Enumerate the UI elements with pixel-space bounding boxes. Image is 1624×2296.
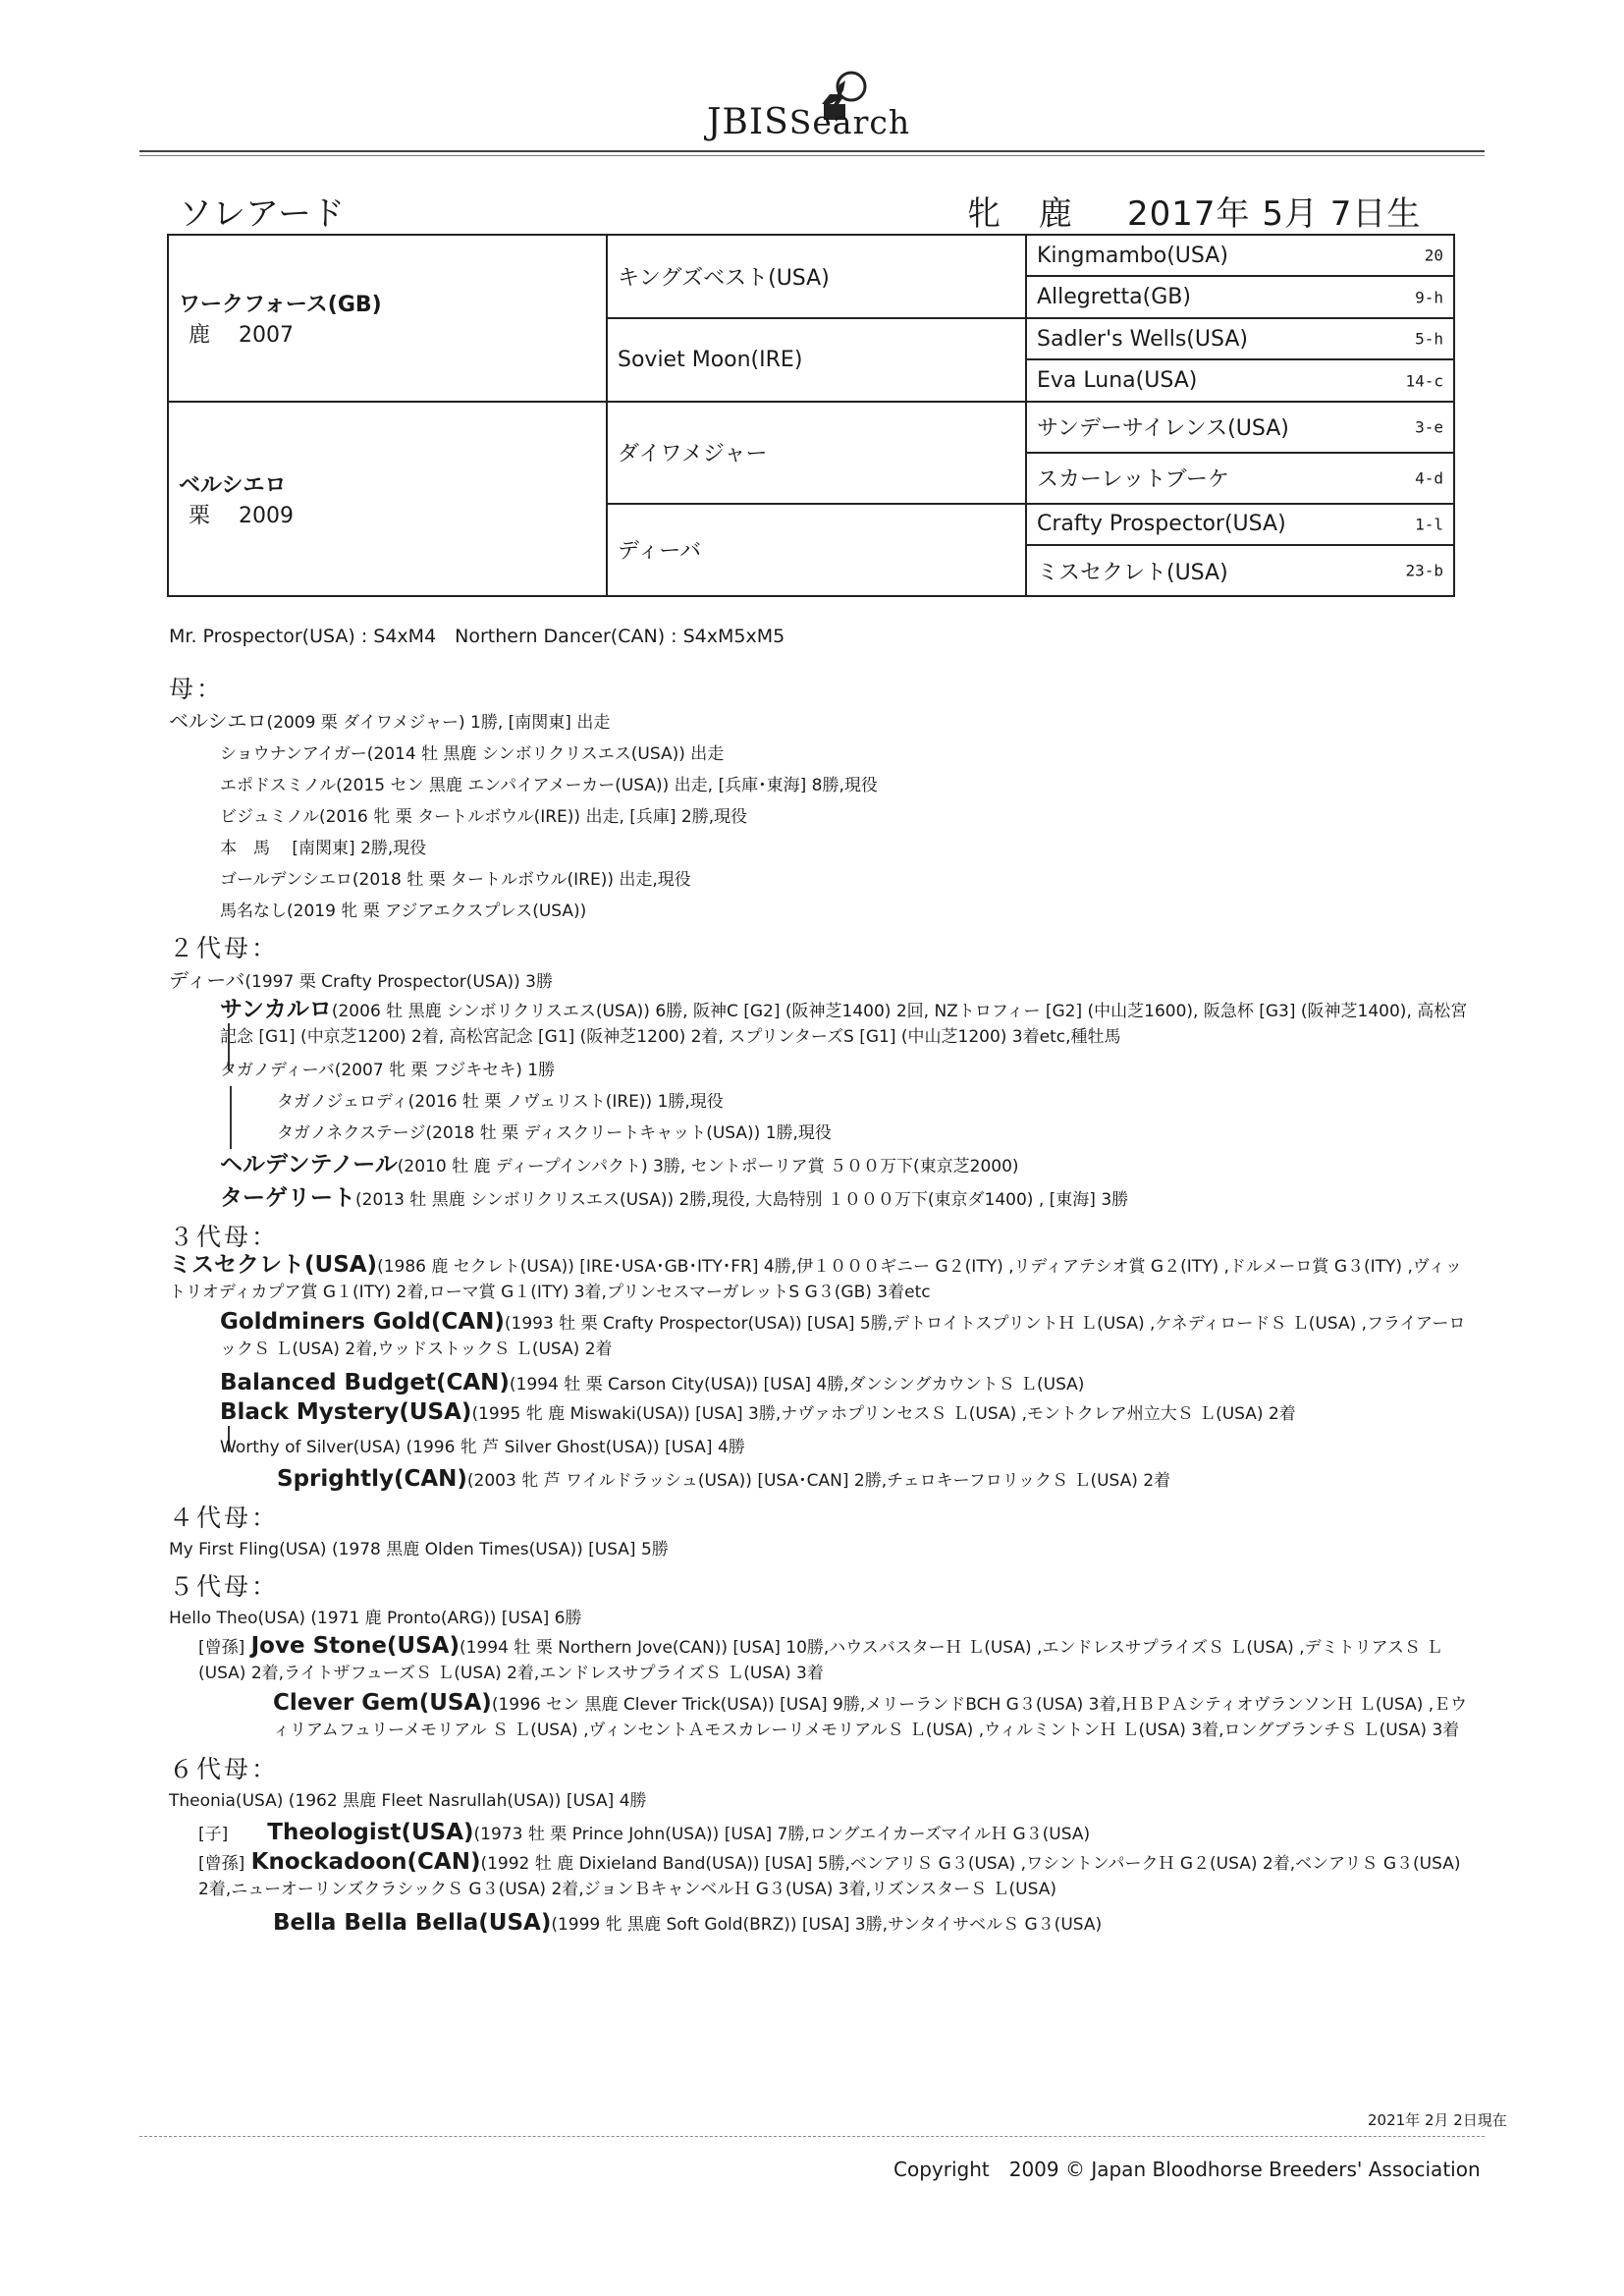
horse-name: ソレアード xyxy=(179,194,345,234)
section-fourth-dam: ４代母： xyxy=(169,1503,280,1532)
jbis-logo xyxy=(707,65,943,153)
grand-progeny-entry[interactable] xyxy=(169,1463,1475,1497)
g3-name: ミスセクレト(USA) xyxy=(1037,560,1228,585)
sixth-dam-entry[interactable]: Theonia(USA) (1962 黒鹿 Fleet Nasrullah(USA)) [USA] 4勝 xyxy=(169,1791,647,1811)
progeny-info: (2006 牡 黒鹿 シンボリクリスエス(USA)) 6勝, 阪神C [G2] (阪神芝1400) 2回, NZトロフィー [G2] (中山芝1600), 阪急杯 [G3] (阪神芝1400), 高松宮記念 [G1] (中京芝1200) 2着, 高松宮記念 [G1] (阪神芝1200) 2着, スプリンターズS [G1] (中山芝1200) 3着etc,種牡馬 xyxy=(220,1002,1468,1047)
family-number: 20 xyxy=(1424,246,1443,265)
progeny-entry[interactable] xyxy=(169,1182,1475,1216)
progeny-info: (1995 牝 鹿 Miswaki(USA)) [USA] 3勝,ナヴァホプリンセスＳ Ｌ(USA) ,モントクレア州立大Ｓ Ｌ(USA) 2着 xyxy=(471,1404,1296,1424)
section-dam: 母： xyxy=(169,675,225,703)
header-divider xyxy=(139,150,1485,152)
family-number: 9-h xyxy=(1415,288,1443,307)
pedigree-dam[interactable] xyxy=(168,402,607,596)
pedigree-dam-sire[interactable]: ダイワメジャー xyxy=(607,402,1026,504)
progeny-info: (2013 牡 黒鹿 シンボリクリスエス(USA)) 2勝,現役, 大島特別 １０００万下(東京ダ1400) , [東海] 3勝 xyxy=(355,1190,1129,1210)
footer-divider xyxy=(139,2136,1485,2137)
family-number: 14-c xyxy=(1405,371,1443,391)
horse-sex-color: 牝 鹿 xyxy=(967,194,1086,234)
progeny-info: (1996 セン 黒鹿 Clever Trick(USA)) [USA] 9勝,メリーランドBCH G３(USA) 3着,ＨＢＰＡシティオヴランソンＨ Ｌ(USA) ,Ｅウィリアムフュリーメモリアル Ｓ Ｌ(USA) ,ヴィンセントＡモスカレーリメモリアルＳ Ｌ(USA) ,ウィルミントンＨ Ｌ(USA) 3着,ロングブランチＳ Ｌ(USA) 3着 xyxy=(273,1695,1468,1740)
progeny-info: (1999 牝 黒鹿 Soft Gold(BRZ)) [USA] 3勝,サンタイサベルＳ G３(USA) xyxy=(551,1915,1103,1935)
family-number: 23-b xyxy=(1405,561,1443,580)
progeny-info: (1992 牡 鹿 Dixieland Band(USA)) [USA] 5勝,ベンアリＳ G３(USA) ,ワシントンパークＨ G２(USA) 2着,ベンアリＳ G３(USA) 2着,ニューオーリンズクラシックＳ G３(USA) 2着,ジョンＢキャンベルＨ G３(USA) 3着,リズンスターＳ Ｌ(USA) xyxy=(198,1854,1461,1899)
pedigree-g3-cell[interactable] xyxy=(1026,504,1454,545)
dam-name: ベルシエロ xyxy=(179,472,287,498)
third-dam-info: (1986 鹿 セクレト(USA)) [IRE･USA･GB･ITY･FR] 4勝,伊１０００ギニー G２(ITY) ,リディアテシオ賞 G２(ITY) ,ドルメーロ賞 G３(ITY) ,ヴィットリオディカプア賞 G１(ITY) 2着,ローマ賞 G１(ITY) 3着,プリンセスマーガレットS G３(GB) 3着etc xyxy=(169,1257,1462,1302)
descendant-entry[interactable] xyxy=(169,1850,1475,1907)
g3-name: Allegretta(GB) xyxy=(1037,285,1191,310)
progeny-entry[interactable] xyxy=(169,998,1475,1055)
foal-entry[interactable]: 馬名なし(2019 牝 栗 アジアエクスプレス(USA)) xyxy=(220,902,587,921)
inbreeding-summary: Mr. Prospector(USA) : S4xM4 Northern Dancer(CAN) : S4xM5xM5 xyxy=(169,626,785,647)
pedigree-sire-sire[interactable]: キングズベスト(USA) xyxy=(607,235,1026,318)
section-fifth-dam: ５代母： xyxy=(169,1572,280,1601)
pedigree-g3-cell[interactable] xyxy=(1026,276,1454,317)
g3-name: Eva Luna(USA) xyxy=(1037,368,1198,394)
progeny-name: Sprightly(CAN) xyxy=(277,1466,467,1492)
progeny-entry[interactable] xyxy=(169,1400,1475,1432)
progeny-entry[interactable] xyxy=(169,1310,1475,1367)
pedigree-g3-cell[interactable] xyxy=(1026,359,1454,401)
family-number: 1-l xyxy=(1415,515,1443,534)
progeny-name: Jove Stone(USA) xyxy=(250,1633,460,1659)
g3-name: Kingmambo(USA) xyxy=(1037,243,1228,268)
dam-entry-info: (2009 栗 ダイワメジャー) 1勝, [南関東] 出走 xyxy=(266,713,611,733)
fourth-dam-entry[interactable]: My First Fling(USA) (1978 黒鹿 Olden Times(USA)) [USA] 5勝 xyxy=(169,1540,669,1559)
grand-progeny-entry[interactable]: タガノネクステージ(2018 牡 栗 ディスクリートキャット(USA)) 1勝,現役 xyxy=(277,1123,832,1143)
second-dam-name: ディーバ xyxy=(169,968,245,992)
family-number: 5-h xyxy=(1415,329,1443,349)
relation-tag: [子] xyxy=(198,1825,229,1844)
progeny-entry[interactable]: Worthy of Silver(USA) (1996 牝 芦 Silver Ghost(USA)) [USA] 4勝 xyxy=(220,1438,745,1457)
pedigree-sire-dam[interactable]: Soviet Moon(IRE) xyxy=(607,318,1026,402)
fifth-dam-entry[interactable]: Hello Theo(USA) (1971 鹿 Pronto(ARG)) [USA] 6勝 xyxy=(169,1609,582,1628)
sire-info: 鹿 2007 xyxy=(189,322,294,348)
pedigree-g3-cell[interactable] xyxy=(1026,235,1454,276)
g3-name: サンデーサイレンス(USA) xyxy=(1037,416,1289,442)
dam-entry-name: ベルシエロ xyxy=(169,709,267,733)
pedigree-dam-dam[interactable]: ディーバ xyxy=(607,504,1026,596)
pedigree-g3-cell[interactable] xyxy=(1026,318,1454,359)
foal-entry[interactable]: エポドスミノル(2015 セン 黒鹿 エンパイアメーカー(USA)) 出走, [兵庫･東海] 8勝,現役 xyxy=(220,776,878,795)
relation-tag: [曾孫] xyxy=(198,1854,245,1874)
family-number: 4-d xyxy=(1415,468,1443,488)
descendant-entry[interactable] xyxy=(169,1691,1475,1748)
relation-tag: [曾孫] xyxy=(198,1638,245,1658)
pedigree-g3-cell[interactable] xyxy=(1026,402,1454,453)
section-second-dam: ２代母： xyxy=(169,934,280,962)
pedigree-table xyxy=(167,234,1455,597)
section-third-dam: ３代母： xyxy=(169,1223,280,1251)
logo-jbis: JBIS xyxy=(707,102,789,142)
progeny-info: (2003 牝 芦 ワイルドラッシュ(USA)) [USA･CAN] 2勝,チェロキーフロリックＳ Ｌ(USA) 2着 xyxy=(466,1471,1171,1491)
family-content xyxy=(169,668,1475,1941)
dam-info: 栗 2009 xyxy=(189,503,294,528)
second-dam-info: (1997 栗 Crafty Prospector(USA)) 3勝 xyxy=(244,972,553,992)
progeny-entry[interactable] xyxy=(169,1367,1475,1400)
progeny-name: ヘルデンテノール xyxy=(220,1152,398,1177)
progeny-name: Knockadoon(CAN) xyxy=(250,1849,481,1875)
pedigree-g3-cell[interactable] xyxy=(1026,453,1454,504)
progeny-name: サンカルロ xyxy=(220,997,332,1022)
dam-entry[interactable] xyxy=(169,705,1475,738)
g3-name: スカーレットブーケ xyxy=(1037,467,1230,493)
descendant-entry[interactable] xyxy=(169,1634,1475,1691)
sire-name: ワークフォース(GB) xyxy=(179,292,382,317)
pedigree-sire[interactable] xyxy=(168,235,607,402)
progeny-name: Balanced Budget(CAN) xyxy=(220,1370,510,1395)
third-dam-entry[interactable] xyxy=(169,1253,1475,1310)
descendant-entry[interactable] xyxy=(169,1817,1475,1850)
progeny-entry[interactable] xyxy=(169,1149,1475,1182)
progeny-info: (1973 牡 栗 Prince John(USA)) [USA] 7勝,ロングエイカーズマイルＨ G３(USA) xyxy=(473,1825,1091,1844)
family-number: 3-e xyxy=(1415,417,1443,437)
progeny-name: Bella Bella Bella(USA) xyxy=(273,1910,552,1936)
descendant-entry[interactable] xyxy=(169,1907,1475,1941)
progeny-info: (1993 牡 栗 Crafty Prospector(USA)) [USA] 5勝,デトロイトスプリントＨ Ｌ(USA) ,ケネディロードＳ Ｌ(USA) ,フライアーロックＳ Ｌ(USA) 2着,ウッドストックＳ Ｌ(USA) 2着 xyxy=(220,1314,1466,1359)
progeny-name: ターゲリート xyxy=(220,1185,355,1211)
progeny-name: Clever Gem(USA) xyxy=(273,1690,492,1716)
progeny-name: Goldminers Gold(CAN) xyxy=(220,1309,505,1335)
foal-entry[interactable]: ビジュミノル(2016 牝 栗 タートルボウル(IRE)) 出走, [兵庫] 2勝,現役 xyxy=(220,807,748,827)
horse-birthdate: 2017年 5月 7日生 xyxy=(1127,194,1422,234)
logo-search: Search xyxy=(788,103,911,141)
foal-entry[interactable]: ショウナンアイガー(2014 牡 黒鹿 シンボリクリスエス(USA)) 出走 xyxy=(220,744,725,764)
foal-entry[interactable]: 本 馬 [南関東] 2勝,現役 xyxy=(220,839,427,858)
grand-progeny-entry[interactable] xyxy=(169,1086,1475,1118)
progeny-info: (1994 牡 栗 Northern Jove(CAN)) [USA] 10勝,ハウスバスターＨ Ｌ(USA) ,エンドレスサプライズＳ Ｌ(USA) ,デミトリアスＳ Ｌ(USA) 2着,ライトザフューズＳ Ｌ(USA) 2着,エンドレスサプライズＳ Ｌ(USA) 3着 xyxy=(198,1638,1443,1683)
g3-name: Crafty Prospector(USA) xyxy=(1037,512,1286,537)
grand-progeny-text: タガノジェロディ(2016 牡 栗 ノヴェリスト(IRE)) 1勝,現役 xyxy=(277,1092,724,1112)
pedigree-g3-cell[interactable] xyxy=(1026,545,1454,596)
copyright-notice: Copyright 2009 © Japan Bloodhorse Breeders' Association xyxy=(893,2158,1481,2181)
foal-entry[interactable]: ゴールデンシエロ(2018 牡 栗 タートルボウル(IRE)) 出走,現役 xyxy=(220,870,691,890)
second-dam-entry[interactable] xyxy=(169,964,1475,998)
header-divider-thin xyxy=(139,155,1485,156)
progeny-info: (2010 牡 鹿 ディープインパクト) 3勝, セントポーリア賞 ５００万下(東京芝2000) xyxy=(397,1157,1019,1176)
progeny-name: Black Mystery(USA) xyxy=(220,1399,472,1425)
g3-name: Sadler's Wells(USA) xyxy=(1037,326,1248,352)
progeny-name: Theologist(USA) xyxy=(267,1820,474,1845)
as-of-date: 2021年 2月 2日現在 xyxy=(1368,2111,1507,2129)
progeny-entry[interactable]: タガノディーバ(2007 牝 栗 フジキセキ) 1勝 xyxy=(220,1061,556,1080)
progeny-info: (1994 牡 栗 Carson City(USA)) [USA] 4勝,ダンシングカウントＳ Ｌ(USA) xyxy=(509,1375,1085,1394)
third-dam-name: ミスセクレト(USA) xyxy=(169,1252,378,1278)
section-sixth-dam: ６代母： xyxy=(169,1755,280,1783)
